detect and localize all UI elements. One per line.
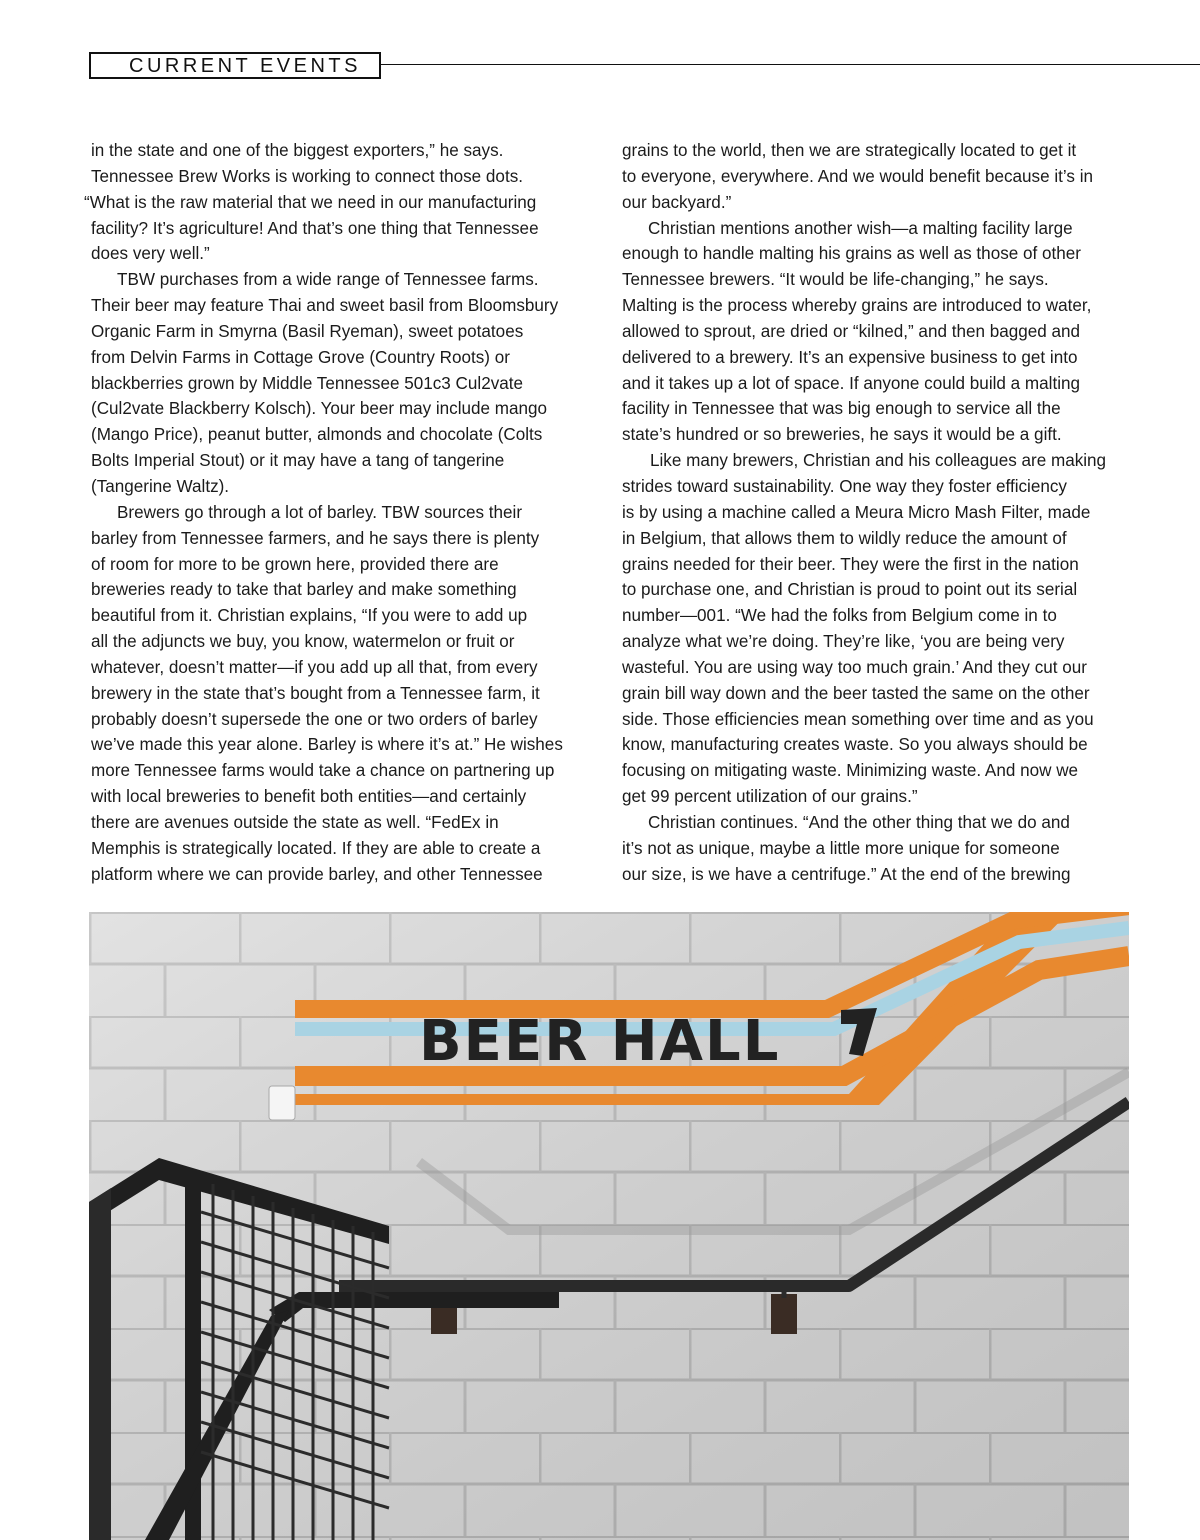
text-line: allowed to sprout, are dried or “kilned,” and then bagged and <box>622 321 1081 341</box>
rail-bracket-right <box>771 1294 797 1334</box>
text-line: Tennessee brewers. “It would be life-changing,” he says. <box>622 270 1049 290</box>
section-label: CURRENT EVENTS <box>129 55 361 77</box>
beer-hall-photo <box>89 912 1129 1540</box>
text-line: more Tennessee farms would take a chance on partnering up <box>91 761 555 781</box>
text-line: Christian mentions another wish—a malting facility large <box>648 218 1073 238</box>
text-line: wasteful. You are using way too much grain.’ And they cut our <box>622 657 1087 677</box>
text-line: we’ve made this year alone. Barley is where it’s at.” He wishes <box>91 735 563 755</box>
text-line: with local breweries to benefit both entities—and certainly <box>91 787 527 807</box>
text-line: state’s hundred or so breweries, he says it would be a gift. <box>622 425 1062 445</box>
text-line: beautiful from it. Christian explains, “If you were to add up <box>91 606 528 626</box>
text-line: barley from Tennessee farmers, and he says there is plenty <box>91 528 540 548</box>
section-header-box <box>89 52 381 79</box>
text-line: platform where we can provide barley, and other Tennessee <box>91 864 543 884</box>
text-line: our size, is we have a centrifuge.” At the end of the brewing <box>622 864 1071 884</box>
text-line: whatever, doesn’t matter—if you add up all that, from every <box>91 657 538 677</box>
text-line: brewery in the state that’s bought from a Tennessee farm, it <box>91 683 540 703</box>
text-line: it’s not as unique, maybe a little more unique for someone <box>622 838 1060 858</box>
text-line: Malting is the process whereby grains are introduced to water, <box>622 296 1092 316</box>
text-line: number—001. “We had the folks from Belgium come in to <box>622 606 1057 626</box>
text-line: to everyone, everywhere. And we would benefit because it’s in <box>622 166 1093 186</box>
text-line: blackberries grown by Middle Tennessee 501c3 Cul2vate <box>91 373 524 393</box>
wall-sensor <box>269 1086 295 1120</box>
text-line: strides toward sustainability. One way they foster efficiency <box>622 476 1067 496</box>
header-rule <box>381 64 1200 65</box>
text-line: Brewers go through a lot of barley. TBW sources their <box>117 502 523 522</box>
text-line: to purchase one, and Christian is proud to point out its serial <box>622 580 1078 600</box>
text-line: from Delvin Farms in Cottage Grove (Country Roots) or <box>91 347 510 367</box>
text-line: in Belgium, that allows them to wildly reduce the amount of <box>622 528 1067 548</box>
text-line: analyze what we’re doing. They’re like, ‘you are being very <box>622 632 1065 652</box>
text-line: know, manufacturing creates waste. So you always should be <box>622 735 1088 755</box>
photo-illustration <box>89 912 1129 1540</box>
text-line: (Mango Price), peanut butter, almonds and chocolate (Colts <box>91 425 543 445</box>
text-line: delivered to a brewery. It’s an expensive business to get into <box>622 347 1078 367</box>
text-line: is by using a machine called a Meura Micro Mash Filter, made <box>622 502 1091 522</box>
text-line: all the adjuncts we buy, you know, watermelon or fruit or <box>91 632 515 652</box>
article-column-right <box>622 138 1127 887</box>
text-line: Memphis is strategically located. If they are able to create a <box>91 838 541 858</box>
text-line: facility? It’s agriculture! And that’s one thing that Tennessee <box>91 218 539 238</box>
text-line: focusing on mitigating waste. Minimizing waste. And now we <box>622 761 1079 781</box>
text-line: probably doesn’t supersede the one or two orders of barley <box>91 709 538 729</box>
article-column-left <box>84 138 596 887</box>
beer-hall-sign: BEER HALL <box>419 1009 781 1074</box>
text-line: of room for more to be grown here, provided there are <box>91 554 499 574</box>
text-line: Christian continues. “And the other thing that we do and <box>648 812 1070 832</box>
text-line: Organic Farm in Smyrna (Basil Ryeman), sweet potatoes <box>91 321 524 341</box>
text-line: our backyard.” <box>622 192 732 212</box>
text-line: and it takes up a lot of space. If anyone could build a malting <box>622 373 1081 393</box>
text-line: get 99 percent utilization of our grains.” <box>622 787 918 807</box>
text-line: (Tangerine Waltz). <box>91 476 230 496</box>
text-line: facility in Tennessee that was big enough to service all the <box>622 399 1061 419</box>
text-line: Bolts Imperial Stout) or it may have a tang of tangerine <box>91 451 505 471</box>
text-line: enough to handle malting his grains as well as those of other <box>622 244 1081 264</box>
text-line: in the state and one of the biggest exporters,” he says. <box>91 141 504 160</box>
text-line: (Cul2vate Blackberry Kolsch). Your beer may include mango <box>91 399 548 419</box>
text-line: breweries ready to take that barley and make something <box>91 580 517 600</box>
text-line: Tennessee Brew Works is working to connect those dots. <box>91 166 523 186</box>
text-line: grains needed for their beer. They were the first in the nation <box>622 554 1079 574</box>
text-line: Like many brewers, Christian and his colleagues are making <box>650 451 1107 471</box>
text-line: “What is the raw material that we need in our manufacturing <box>84 192 537 212</box>
text-line: Their beer may feature Thai and sweet basil from Bloomsbury <box>91 296 559 316</box>
text-line: side. Those efficiencies mean something over time and as you <box>622 709 1094 729</box>
text-line: does very well.” <box>91 244 210 264</box>
text-line: grain bill way down and the beer tasted the same on the other <box>622 683 1090 703</box>
text-line: TBW purchases from a wide range of Tennessee farms. <box>117 270 539 290</box>
text-line: there are avenues outside the state as well. “FedEx in <box>91 812 499 832</box>
text-line: grains to the world, then we are strategically located to get it <box>622 141 1077 160</box>
